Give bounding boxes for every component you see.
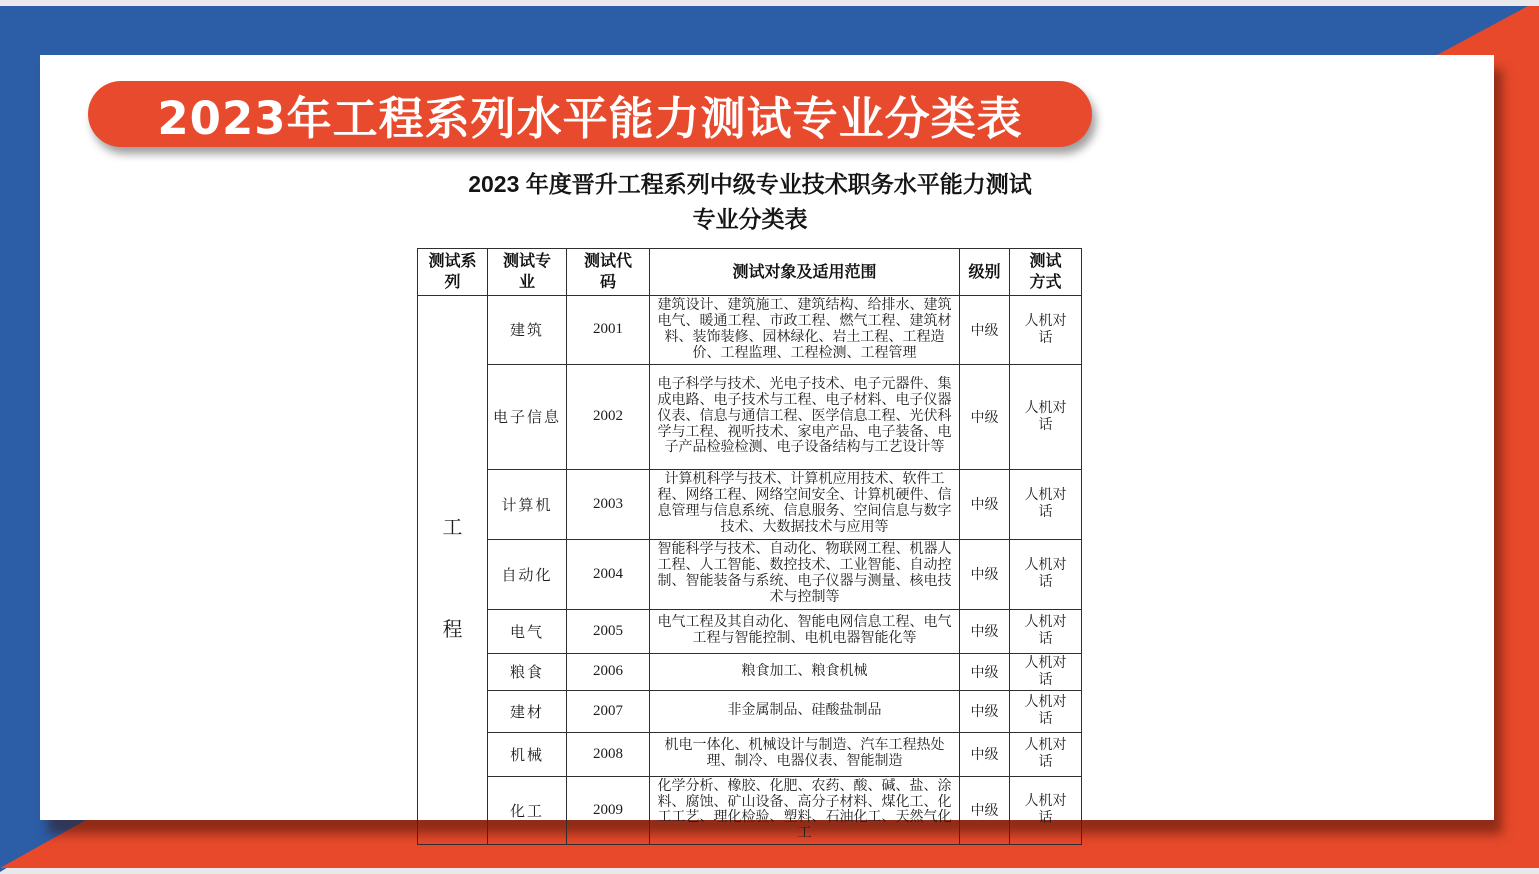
- code-cell: 2008: [567, 732, 650, 776]
- code-cell: 2001: [567, 296, 650, 365]
- mode-cell: 人机对话: [1010, 469, 1082, 539]
- slide-title-badge: [88, 81, 1092, 147]
- mode-cell: 人机对话: [1010, 296, 1082, 365]
- header-level: 级别: [960, 249, 1010, 296]
- table-row: [418, 690, 1082, 732]
- code-cell: 2005: [567, 609, 650, 653]
- major-cell: 化工: [488, 776, 567, 845]
- table-row: [418, 732, 1082, 776]
- level-cell: 中级: [960, 539, 1010, 609]
- code-cell: 2009: [567, 776, 650, 845]
- major-cell: 建材: [488, 690, 567, 732]
- major-cell: 粮食: [488, 653, 567, 690]
- table-row: [418, 296, 1082, 365]
- header-major: 测试专业: [488, 249, 567, 296]
- mode-cell: 人机对话: [1010, 653, 1082, 690]
- level-cell: 中级: [960, 653, 1010, 690]
- header-mode: 测试方式: [1010, 249, 1082, 296]
- scope-cell: 计算机科学与技术、计算机应用技术、软件工程、网络工程、网络空间安全、计算机硬件、信息管理与信息系统、信息服务、空间信息与数字技术、大数据技术与应用等: [650, 469, 960, 539]
- series-group-cell: 工 程: [418, 296, 488, 845]
- header-code: 测试代码: [567, 249, 650, 296]
- level-cell: 中级: [960, 776, 1010, 845]
- level-cell: 中级: [960, 609, 1010, 653]
- level-cell: 中级: [960, 732, 1010, 776]
- document-area: [417, 167, 1083, 845]
- scope-cell: 非金属制品、硅酸盐制品: [650, 690, 960, 732]
- mode-cell: 人机对话: [1010, 539, 1082, 609]
- document-title-line1: 2023 年度晋升工程系列中级专业技术职务水平能力测试: [468, 171, 1032, 197]
- table-row: [418, 609, 1082, 653]
- header-scope: 测试对象及适用范围: [650, 249, 960, 296]
- level-cell: 中级: [960, 364, 1010, 469]
- major-cell: 建筑: [488, 296, 567, 365]
- code-cell: 2006: [567, 653, 650, 690]
- mode-cell: 人机对话: [1010, 776, 1082, 845]
- table-header-row: [418, 249, 1082, 296]
- header-series: 测试系列: [418, 249, 488, 296]
- scope-cell: 化学分析、橡胶、化肥、农药、酸、碱、盐、涂料、腐蚀、矿山设备、高分子材料、煤化工、化工工艺、理化检验、塑料、石油化工、天然气化工: [650, 776, 960, 845]
- document-title-line2: 专业分类表: [692, 206, 808, 232]
- scope-cell: 电气工程及其自动化、智能电网信息工程、电气工程与智能控制、电机电器智能化等: [650, 609, 960, 653]
- frame-blue-left-band: [0, 6, 40, 868]
- major-cell: 自动化: [488, 539, 567, 609]
- level-cell: 中级: [960, 469, 1010, 539]
- mode-cell: 人机对话: [1010, 609, 1082, 653]
- table-row: [418, 653, 1082, 690]
- code-cell: 2002: [567, 364, 650, 469]
- major-cell: 电子信息: [488, 364, 567, 469]
- table-row: [418, 776, 1082, 845]
- slide-canvas: [40, 55, 1494, 842]
- scope-cell: 智能科学与技术、自动化、物联网工程、机器人工程、人工智能、数控技术、工业智能、自动控制、智能装备与系统、电子仪器与测量、核电技术与控制等: [650, 539, 960, 609]
- slide-title: 2023年工程系列水平能力测试专业分类表: [157, 91, 1023, 145]
- table-row: [418, 539, 1082, 609]
- table-row: [418, 469, 1082, 539]
- level-cell: 中级: [960, 296, 1010, 365]
- major-cell: 机械: [488, 732, 567, 776]
- mode-cell: 人机对话: [1010, 364, 1082, 469]
- level-cell: 中级: [960, 690, 1010, 732]
- mode-cell: 人机对话: [1010, 690, 1082, 732]
- scope-cell: 机电一体化、机械设计与制造、汽车工程热处理、制冷、电器仪表、智能制造: [650, 732, 960, 776]
- code-cell: 2007: [567, 690, 650, 732]
- major-cell: 电气: [488, 609, 567, 653]
- table-row: [418, 364, 1082, 469]
- classification-table: [417, 248, 1082, 845]
- code-cell: 2004: [567, 539, 650, 609]
- major-cell: 计算机: [488, 469, 567, 539]
- scope-cell: 粮食加工、粮食机械: [650, 653, 960, 690]
- scope-cell: 建筑设计、建筑施工、建筑结构、给排水、建筑电气、暖通工程、市政工程、燃气工程、建筑材料、装饰装修、园林绿化、岩土工程、工程造价、工程监理、工程检测、工程管理: [650, 296, 960, 365]
- frame-blue-top-band: [0, 6, 1539, 55]
- scope-cell: 电子科学与技术、光电子技术、电子元器件、集成电路、电子技术与工程、电子材料、电子仪器仪表、信息与通信工程、医学信息工程、光伏科学与工程、视听技术、家电产品、电子装备、电子产品检验检测、电子设备结构与工艺设计等: [650, 364, 960, 469]
- mode-cell: 人机对话: [1010, 732, 1082, 776]
- code-cell: 2003: [567, 469, 650, 539]
